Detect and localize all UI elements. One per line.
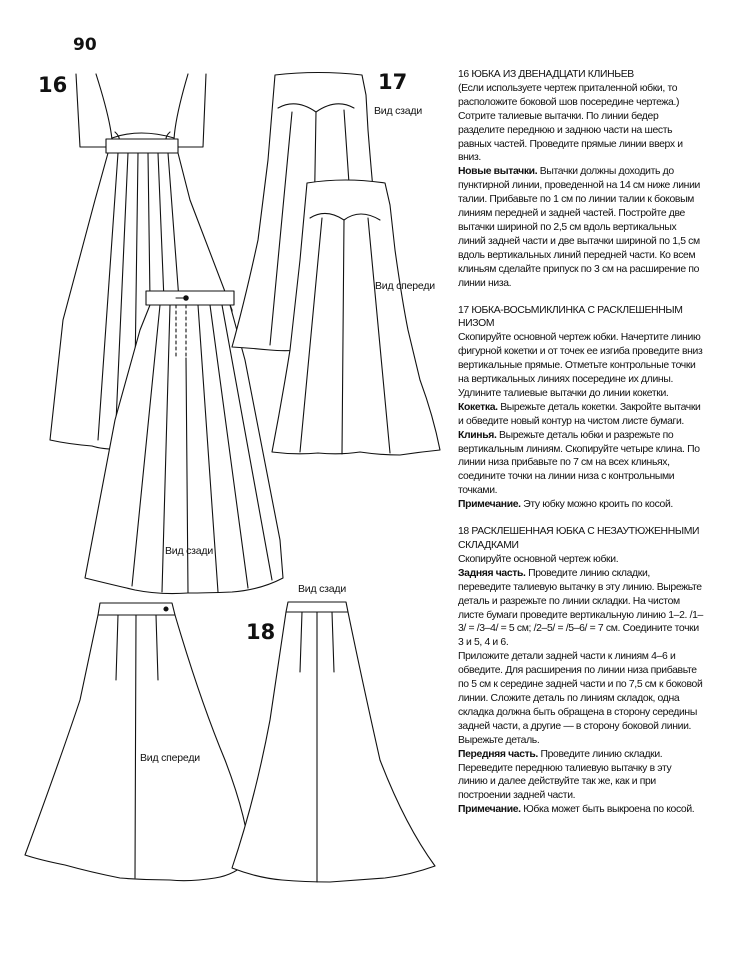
label-17-front: Вид спереди xyxy=(375,280,435,292)
section-18-note-heading: Примечание. xyxy=(458,804,521,816)
section-17-title: 17 ЮБКА-ВОСЬМИКЛИНКА С РАСКЛЕШЕННЫМ НИЗОМ xyxy=(458,304,683,330)
section-17-intro: Скопируйте основной чертеж юбки. Начертите линию фигурной кокетки и от точек ее изгиба проведите вниз вертикальные прямые. Отметьте контрольные точки на вертикальных линиях посередине их длины. Удлините талиевые вытачки до линии кокетки. xyxy=(458,332,703,399)
section-17-yoke-text: Вырежьте деталь кокетки. Закройте вытачки и обведите новый контур на чистом листе бумаги. xyxy=(458,401,701,427)
section-17-gores-text: Вырежьте деталь юбки и разрежьте по вертикальным линиям. Скопируйте четыре клина. По линии низа прибавьте по 7 см на всех клиньях, соедините точки на линии низа с контрольными точками. xyxy=(458,429,700,497)
section-18-front-heading: Передняя часть. xyxy=(458,748,538,760)
section-17 xyxy=(458,304,703,513)
section-18-para-3 xyxy=(458,803,703,817)
section-18-para-1 xyxy=(458,567,703,650)
section-16-title: 16 ЮБКА ИЗ ДВЕНАДЦАТИ КЛИНЬЕВ xyxy=(458,69,634,80)
page-number: 90 xyxy=(73,35,97,55)
section-17-para-1 xyxy=(458,401,703,429)
section-17-para-3 xyxy=(458,498,703,512)
section-16-darts-text: Вытачки должны доходить до пунктирной линии, проведенной на 14 см ниже линии талии. Прибавьте по 1 см по линии талии к боковым линиям передней и задней частей. Постройте две вытачки шириной по 2,5 см вдоль вертикальных линий задней части и две вытачки шириной по 1,5 см вдоль вертикальных линий передней части. Ко всем клиньям сделайте припуск по 3 см на расширение по линии низа. xyxy=(458,166,700,289)
section-16 xyxy=(458,68,703,291)
section-17-yoke-heading: Кокетка. xyxy=(458,401,498,413)
label-18-back: Вид сзади xyxy=(298,583,347,595)
section-18-back-heading: Задняя часть. xyxy=(458,567,526,579)
instructions-column xyxy=(458,68,703,830)
figure-18-front-drawing xyxy=(25,603,250,881)
section-16-darts-heading: Новые вытачки. xyxy=(458,166,538,178)
section-18-intro: Скопируйте основной чертеж юбки. xyxy=(458,553,619,565)
label-18-front: Вид спереди xyxy=(140,752,200,764)
section-18-back-text: Проведите линию складки, переведите талиевую вытачку в эту линию. Вырежьте деталь и разрежьте по линии складки. На чистом листе бумаги проведите вертикальную линию 1–2. /1–3/ = /3–4/ = 5 см; /2–5/ = /5–6/ = 7 см. Соедините точки 3 и 5, 4 и 6. xyxy=(458,567,703,649)
figure-18-back-drawing xyxy=(232,602,435,882)
figure-16-number: 16 xyxy=(38,73,68,97)
section-18-front-text: Проведите линию складки. Переведите переднюю талиевую вытачку в эту линию и далее действуйте так же, как и при построении задней части. xyxy=(458,748,672,802)
section-17-note-text: Эту юбку можно кроить по косой. xyxy=(520,499,673,511)
label-16-back: Вид сзади xyxy=(165,545,214,557)
figure-17-number: 17 xyxy=(378,70,408,94)
section-18-title: 18 РАСКЛЕШЕННАЯ ЮБКА С НЕЗАУТЮЖЕННЫМИ СКЛАДКАМИ xyxy=(458,526,700,551)
section-17-note-heading: Примечание. xyxy=(458,499,521,511)
label-17-back: Вид сзади xyxy=(374,105,423,117)
section-16-intro: (Если используете чертеж приталенной юбки, то расположите боковой шов посередине чертежа.) Сотрите талиевые вытачки. По линии бедер разделите переднюю и заднюю части на шесть равных частей. Проведите прямые линии вверх и вниз. xyxy=(458,82,683,164)
section-18-para-1b: Приложите детали задней части к линиям 4–6 и обведите. Для расширения по линии низа прибавьте по 5 см к середине задней части и по 7,5 см к боковой линии. Сложите деталь по линиям складок, одна складка должна быть обращена в сторону середины задней части, а другие — в сторону боковой линии. Вырежьте деталь. xyxy=(458,651,703,746)
section-18 xyxy=(458,525,703,817)
section-17-para-2 xyxy=(458,429,703,499)
section-18-para-2 xyxy=(458,748,703,804)
section-16-para-1 xyxy=(458,165,703,290)
section-18-note-text: Юбка может быть выкроена по косой. xyxy=(520,804,695,816)
figure-18-number: 18 xyxy=(246,620,276,644)
section-17-gores-heading: Клинья. xyxy=(458,429,497,441)
